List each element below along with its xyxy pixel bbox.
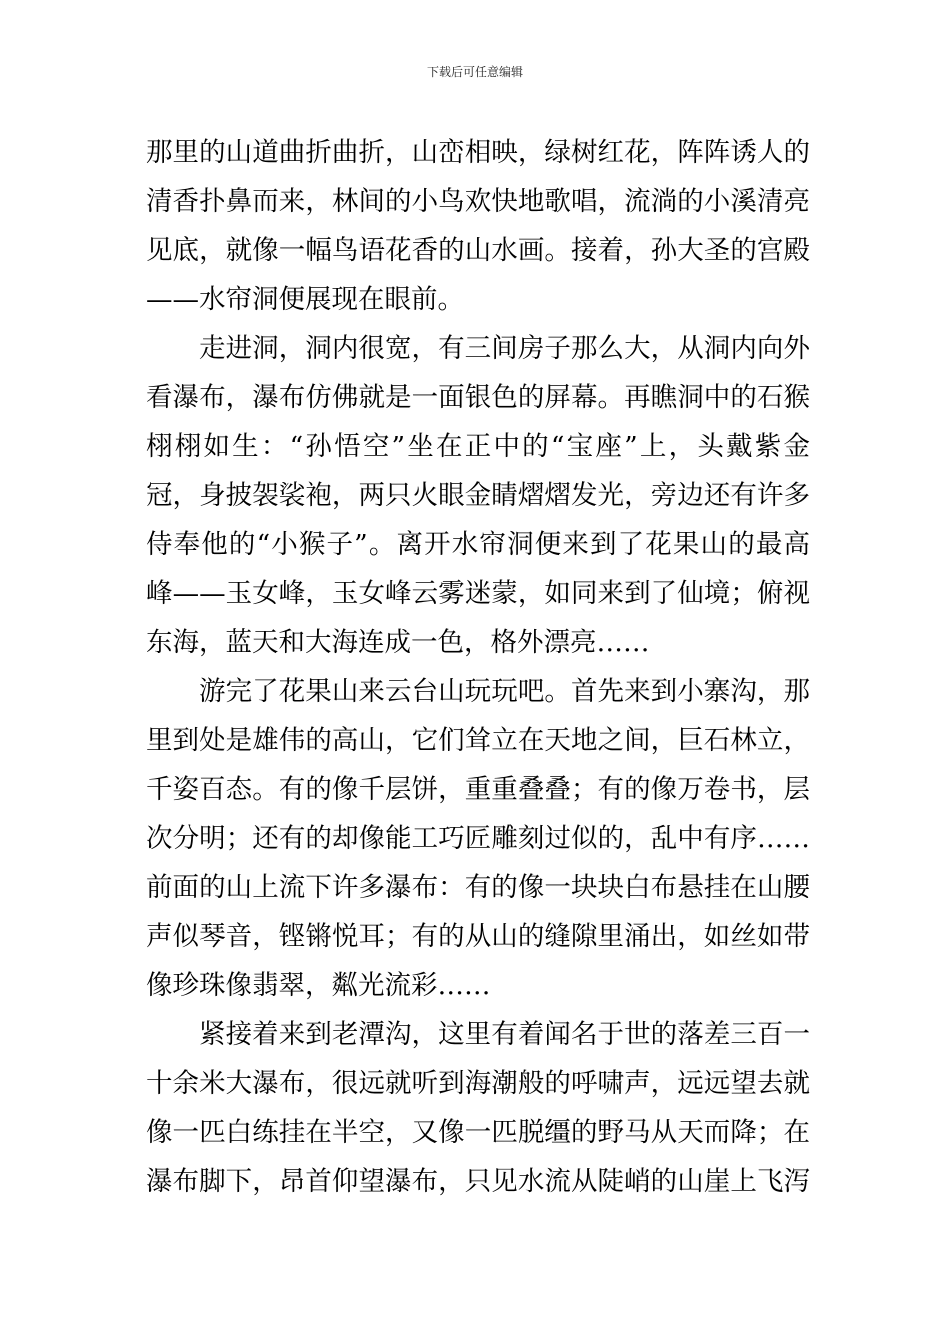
text-line: 千姿百态。有的像千层饼，重重叠叠；有的像万卷书，层 — [146, 774, 810, 805]
document-body — [146, 128, 810, 1206]
text-line: 冠，身披袈裟袍，两只火眼金睛熠熠发光，旁边还有许多 — [146, 480, 810, 511]
text-line: 侍奉他的“小猴子”。离开水帘洞便来到了花果山的最高 — [146, 529, 810, 560]
text-line: 像珍珠像翡翠，粼光流彩…… — [146, 970, 491, 1001]
text-line: 像一匹白练挂在半空，又像一匹脱缰的野马从天而降；在 — [146, 1117, 810, 1148]
text-line: 声似琴音，铿锵悦耳；有的从山的缝隙里涌出，如丝如带 — [146, 921, 810, 952]
paragraph — [146, 324, 810, 667]
paragraph — [146, 1010, 810, 1206]
text-line: 前面的山上流下许多瀑布：有的像一块块白布悬挂在山腰 — [146, 872, 810, 903]
text-line: 游完了花果山来云台山玩玩吧。首先来到小寨沟，那 — [199, 676, 810, 707]
paragraph — [146, 128, 810, 324]
text-line: 看瀑布，瀑布仿佛就是一面银色的屏幕。再瞧洞中的石猴 — [146, 382, 810, 413]
text-line: 紧接着来到老潭沟，这里有着闻名于世的落差三百一 — [199, 1019, 810, 1050]
text-line: 里到处是雄伟的高山，它们耸立在天地之间，巨石林立， — [146, 725, 810, 756]
text-line: 清香扑鼻而来，林间的小鸟欢快地歌唱，流淌的小溪清亮 — [146, 186, 810, 217]
text-line: ——水帘洞便展现在眼前。 — [146, 284, 464, 315]
page-header: 下载后可任意编辑 — [426, 65, 523, 79]
text-line: 次分明；还有的却像能工巧匠雕刻过似的，乱中有序…… — [146, 823, 810, 854]
text-line: 见底，就像一幅鸟语花香的山水画。接着，孙大圣的宫殿 — [146, 235, 810, 266]
text-line: 栩栩如生：“孙悟空”坐在正中的“宝座”上，头戴紫金 — [146, 431, 810, 462]
paragraph — [146, 667, 810, 1010]
text-line: 峰——玉女峰，玉女峰云雾迷蒙，如同来到了仙境；俯视 — [146, 578, 810, 609]
text-line: 走进洞，洞内很宽，有三间房子那么大，从洞内向外 — [199, 333, 810, 364]
text-line: 东海，蓝天和大海连成一色，格外漂亮…… — [146, 627, 650, 658]
text-line: 十余米大瀑布，很远就听到海潮般的呼啸声，远远望去就 — [146, 1068, 810, 1099]
text-line: 瀑布脚下，昂首仰望瀑布，只见水流从陡峭的山崖上飞泻 — [146, 1166, 810, 1197]
text-line: 那里的山道曲折曲折，山峦相映，绿树红花，阵阵诱人的 — [146, 137, 810, 168]
